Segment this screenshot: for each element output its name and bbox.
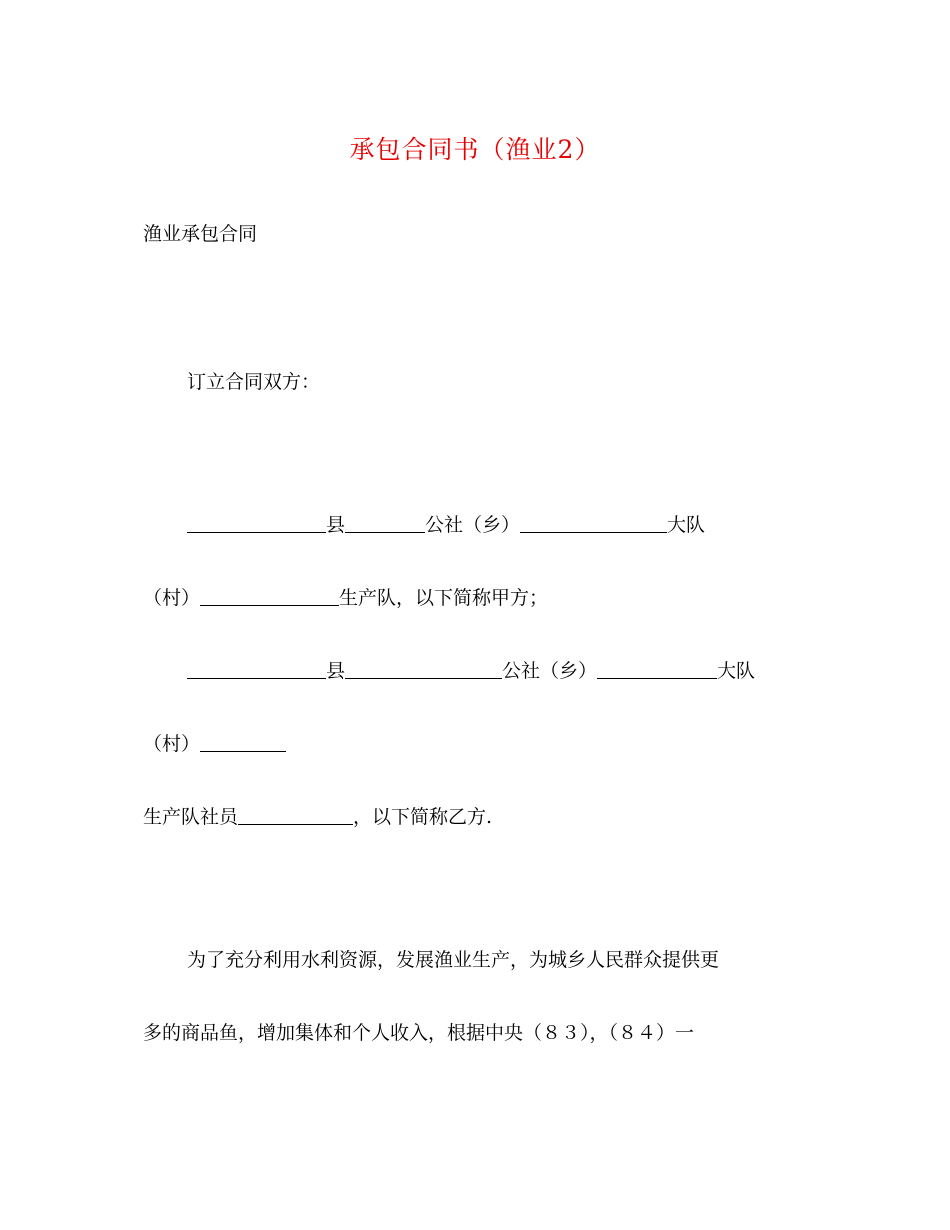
blank-team (200, 587, 339, 606)
label-member: 生产队社员 (143, 806, 239, 828)
blank-commune (345, 660, 502, 679)
party-b-line-3 (143, 805, 492, 829)
label-village: （村） (143, 733, 201, 755)
label-brigade: 大队 (667, 514, 706, 536)
party-b-line-1 (187, 659, 755, 683)
parties-heading: 订立合同双方： (187, 371, 321, 393)
blank-county (187, 660, 326, 679)
paragraph-1-line-2: 多的商品鱼，增加集体和个人收入，根据中央（８３），（８４）一 (143, 1022, 695, 1044)
party-a-line-2 (143, 586, 548, 610)
blank-brigade (520, 514, 667, 533)
blank-commune (345, 514, 425, 533)
party-b-line-2 (143, 732, 286, 756)
label-village: （村） (143, 587, 201, 609)
party-a-line-1 (187, 513, 705, 537)
label-county: 县 (326, 514, 346, 536)
document-title: 承包合同书（渔业2） (349, 135, 601, 164)
label-commune: 公社（乡） (502, 660, 598, 682)
label-county: 县 (326, 660, 346, 682)
document-subtitle: 渔业承包合同 (143, 223, 258, 245)
blank-village (200, 733, 286, 752)
paragraph-1-line-1: 为了充分利用水利资源，发展渔业生产，为城乡人民群众提供更 (187, 949, 720, 971)
blank-member-name (238, 806, 353, 825)
blank-county (187, 514, 326, 533)
label-brigade: 大队 (717, 660, 756, 682)
label-suffix: ，以下简称乙方. (353, 806, 493, 828)
label-team: 生产队，以下简称甲方； (339, 587, 549, 609)
label-commune: 公社（乡） (425, 514, 521, 536)
blank-brigade (597, 660, 717, 679)
